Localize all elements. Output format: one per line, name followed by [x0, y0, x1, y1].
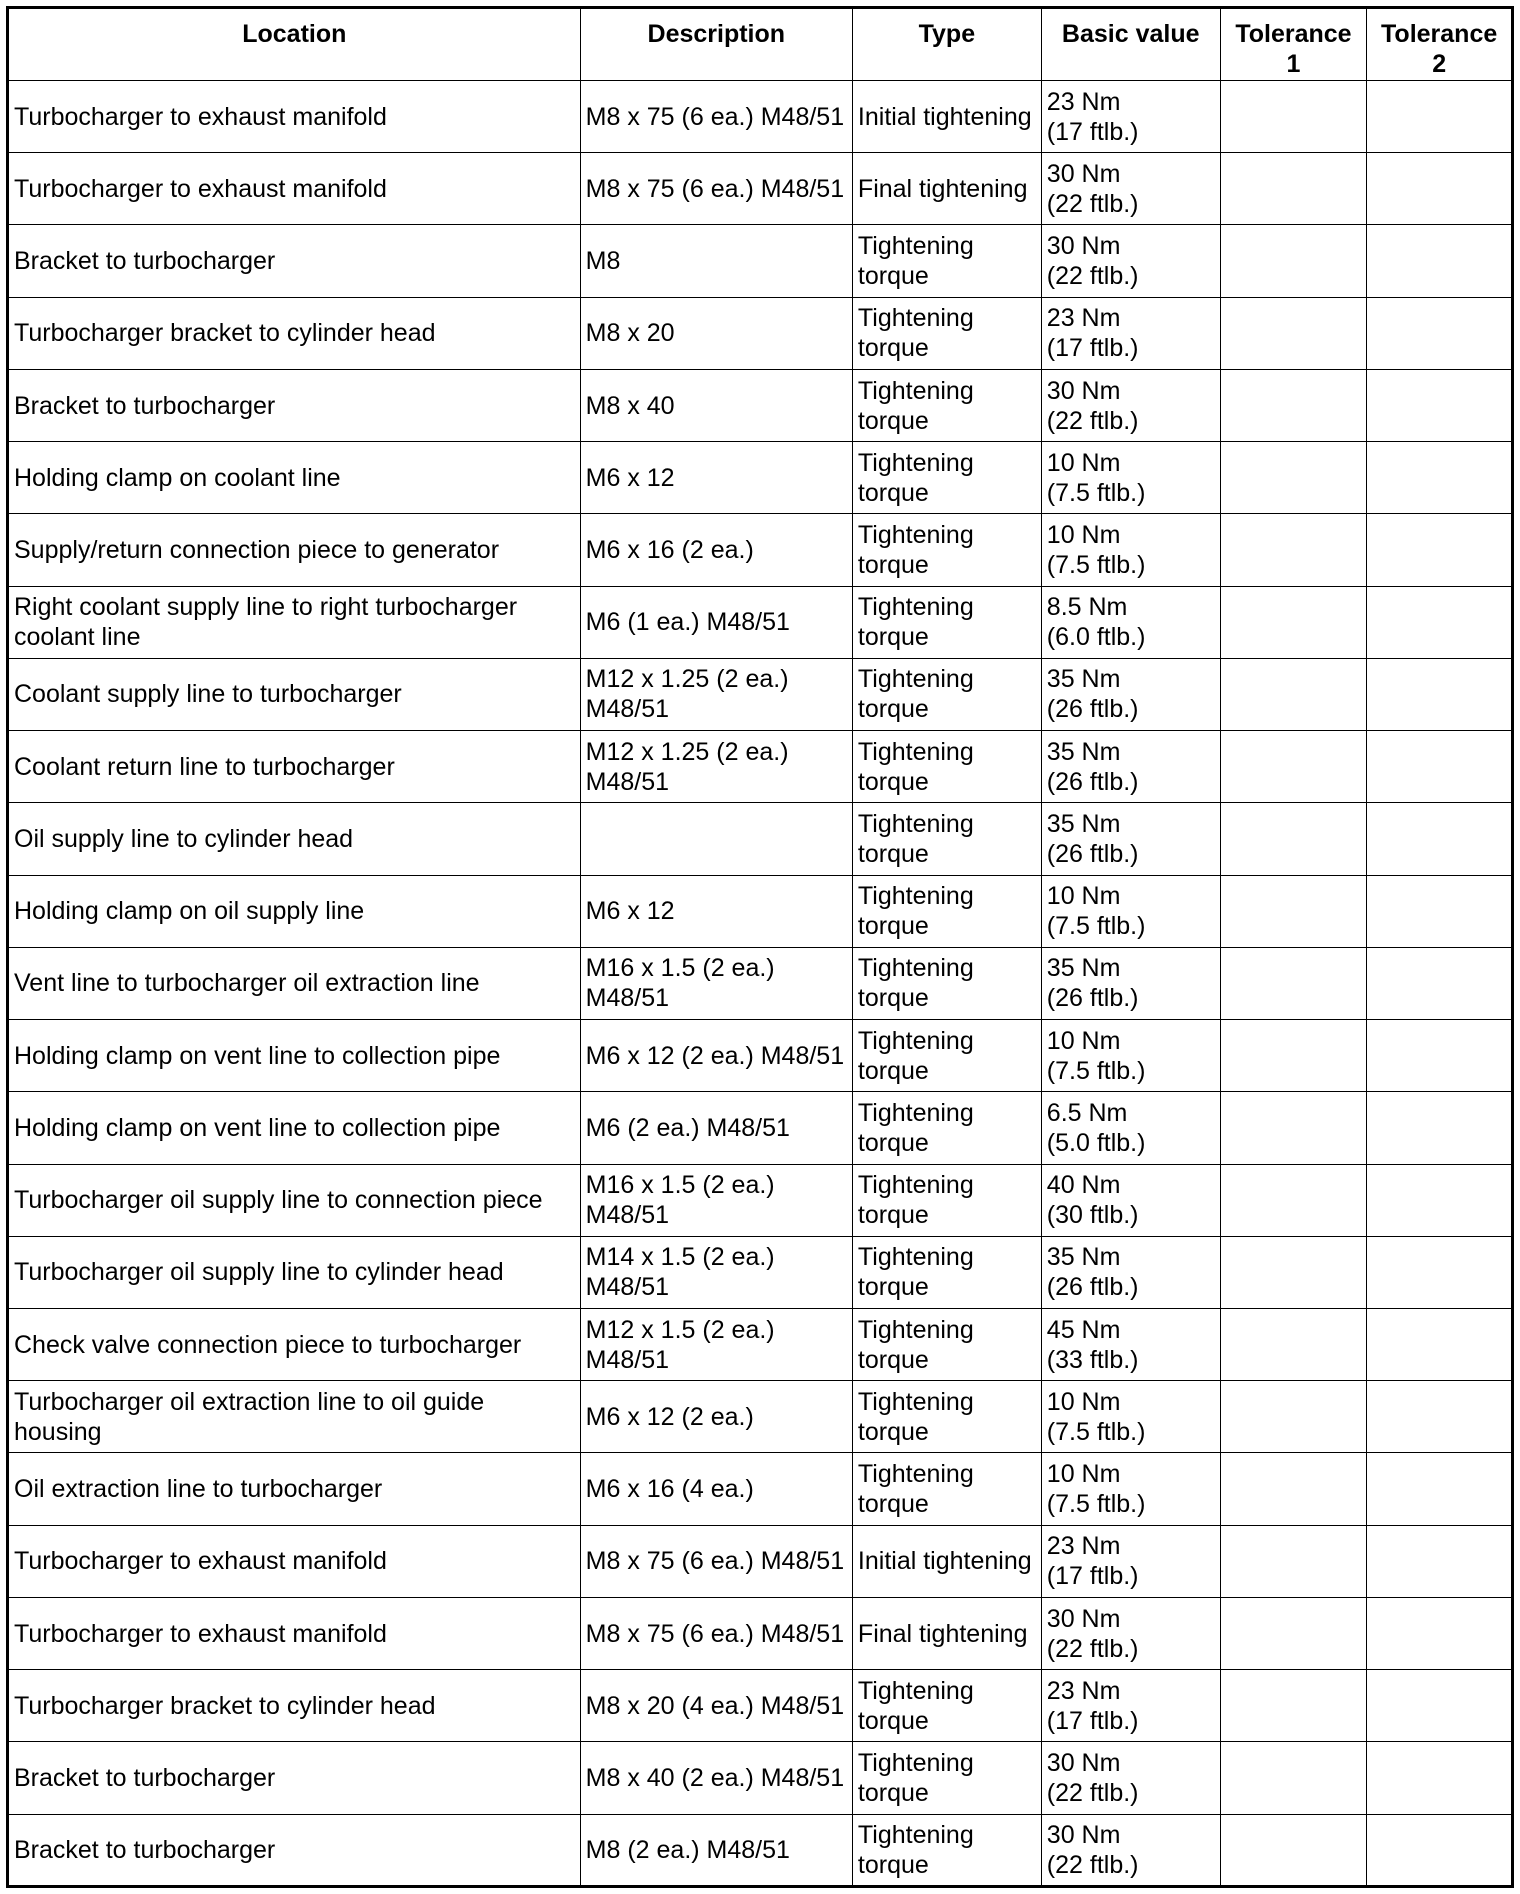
description-cell: M6 x 16 (2 ea.) — [580, 514, 852, 586]
tolerance-2-cell — [1367, 1236, 1513, 1308]
type-cell: Tightening torque — [852, 586, 1041, 658]
tolerance-2-cell — [1367, 297, 1513, 369]
tolerance-1-cell — [1220, 803, 1367, 875]
description-cell: M16 x 1.5 (2 ea.) M48/51 — [580, 1164, 852, 1236]
tolerance-1-cell — [1220, 947, 1367, 1019]
tolerance-1-cell — [1220, 153, 1367, 225]
table-row — [8, 1525, 1513, 1597]
description-cell: M12 x 1.25 (2 ea.) M48/51 — [580, 731, 852, 803]
tolerance-1-cell — [1220, 658, 1367, 730]
type-cell: Tightening torque — [852, 225, 1041, 297]
location-cell: Right coolant supply line to right turbocharger coolant line — [8, 586, 581, 658]
location-cell: Bracket to turbocharger — [8, 225, 581, 297]
type-cell: Tightening torque — [852, 369, 1041, 441]
description-cell: M6 (2 ea.) M48/51 — [580, 1092, 852, 1164]
table-row — [8, 369, 1513, 441]
type-cell: Tightening torque — [852, 1814, 1041, 1886]
tolerance-1-cell — [1220, 225, 1367, 297]
location-cell: Turbocharger to exhaust manifold — [8, 81, 581, 153]
location-cell: Holding clamp on vent line to collection pipe — [8, 1020, 581, 1092]
tolerance-1-cell — [1220, 1742, 1367, 1814]
tolerance-1-cell — [1220, 1308, 1367, 1380]
basic-value-cell: 35 Nm (26 ftlb.) — [1041, 1236, 1220, 1308]
type-cell: Tightening torque — [852, 1308, 1041, 1380]
tolerance-1-cell — [1220, 731, 1367, 803]
location-cell: Coolant supply line to turbocharger — [8, 658, 581, 730]
description-cell: M6 x 12 (2 ea.) M48/51 — [580, 1020, 852, 1092]
basic-value-cell: 35 Nm (26 ftlb.) — [1041, 658, 1220, 730]
table-row — [8, 1597, 1513, 1669]
location-cell: Oil extraction line to turbocharger — [8, 1453, 581, 1525]
basic-value-cell: 10 Nm (7.5 ftlb.) — [1041, 1020, 1220, 1092]
type-cell: Initial tightening — [852, 1525, 1041, 1597]
description-cell: M8 — [580, 225, 852, 297]
location-cell: Bracket to turbocharger — [8, 1814, 581, 1886]
tolerance-2-cell — [1367, 803, 1513, 875]
type-cell: Tightening torque — [852, 1020, 1041, 1092]
table-row — [8, 81, 1513, 153]
table-row — [8, 658, 1513, 730]
header-location: Location — [8, 8, 581, 81]
tolerance-2-cell — [1367, 1453, 1513, 1525]
tolerance-1-cell — [1220, 1020, 1367, 1092]
basic-value-cell: 30 Nm (22 ftlb.) — [1041, 1597, 1220, 1669]
table-row — [8, 1236, 1513, 1308]
table-row — [8, 1453, 1513, 1525]
description-cell: M16 x 1.5 (2 ea.) M48/51 — [580, 947, 852, 1019]
tolerance-2-cell — [1367, 1742, 1513, 1814]
table-row — [8, 1308, 1513, 1380]
type-cell: Tightening torque — [852, 1453, 1041, 1525]
type-cell: Tightening torque — [852, 1742, 1041, 1814]
basic-value-cell: 23 Nm (17 ftlb.) — [1041, 81, 1220, 153]
basic-value-cell: 35 Nm (26 ftlb.) — [1041, 947, 1220, 1019]
basic-value-cell: 30 Nm (22 ftlb.) — [1041, 153, 1220, 225]
header-description: Description — [580, 8, 852, 81]
table-row — [8, 297, 1513, 369]
tolerance-1-cell — [1220, 586, 1367, 658]
tolerance-1-cell — [1220, 81, 1367, 153]
location-cell: Coolant return line to turbocharger — [8, 731, 581, 803]
basic-value-cell: 10 Nm (7.5 ftlb.) — [1041, 514, 1220, 586]
description-cell: M8 x 75 (6 ea.) M48/51 — [580, 153, 852, 225]
tolerance-2-cell — [1367, 1020, 1513, 1092]
table-body — [8, 81, 1513, 1887]
description-cell: M8 x 20 — [580, 297, 852, 369]
tolerance-1-cell — [1220, 875, 1367, 947]
description-cell: M14 x 1.5 (2 ea.) M48/51 — [580, 1236, 852, 1308]
location-cell: Turbocharger bracket to cylinder head — [8, 1670, 581, 1742]
basic-value-cell: 23 Nm (17 ftlb.) — [1041, 1670, 1220, 1742]
header-tolerance-1: Tolerance 1 — [1220, 8, 1367, 81]
location-cell: Turbocharger to exhaust manifold — [8, 1597, 581, 1669]
basic-value-cell: 23 Nm (17 ftlb.) — [1041, 1525, 1220, 1597]
tolerance-1-cell — [1220, 1236, 1367, 1308]
type-cell: Tightening torque — [852, 1092, 1041, 1164]
location-cell: Holding clamp on oil supply line — [8, 875, 581, 947]
description-cell: M6 (1 ea.) M48/51 — [580, 586, 852, 658]
header-basic-value: Basic value — [1041, 8, 1220, 81]
torque-spec-table — [6, 6, 1514, 1888]
type-cell: Tightening torque — [852, 947, 1041, 1019]
location-cell: Vent line to turbocharger oil extraction line — [8, 947, 581, 1019]
table-row — [8, 1164, 1513, 1236]
type-cell: Tightening torque — [852, 1381, 1041, 1453]
type-cell: Initial tightening — [852, 81, 1041, 153]
tolerance-1-cell — [1220, 1597, 1367, 1669]
description-cell — [580, 803, 852, 875]
location-cell: Turbocharger oil supply line to cylinder head — [8, 1236, 581, 1308]
header-type: Type — [852, 8, 1041, 81]
tolerance-2-cell — [1367, 1597, 1513, 1669]
description-cell: M12 x 1.5 (2 ea.) M48/51 — [580, 1308, 852, 1380]
tolerance-1-cell — [1220, 442, 1367, 514]
table-row — [8, 947, 1513, 1019]
type-cell: Tightening torque — [852, 875, 1041, 947]
tolerance-2-cell — [1367, 875, 1513, 947]
table-row — [8, 803, 1513, 875]
table-row — [8, 225, 1513, 297]
table-row — [8, 875, 1513, 947]
location-cell: Turbocharger bracket to cylinder head — [8, 297, 581, 369]
basic-value-cell: 40 Nm (30 ftlb.) — [1041, 1164, 1220, 1236]
location-cell: Holding clamp on vent line to collection pipe — [8, 1092, 581, 1164]
type-cell: Tightening torque — [852, 803, 1041, 875]
description-cell: M8 x 75 (6 ea.) M48/51 — [580, 1525, 852, 1597]
basic-value-cell: 10 Nm (7.5 ftlb.) — [1041, 442, 1220, 514]
description-cell: M8 x 20 (4 ea.) M48/51 — [580, 1670, 852, 1742]
table-row — [8, 1814, 1513, 1886]
type-cell: Final tightening — [852, 1597, 1041, 1669]
tolerance-2-cell — [1367, 1670, 1513, 1742]
table-row — [8, 731, 1513, 803]
location-cell: Bracket to turbocharger — [8, 1742, 581, 1814]
tolerance-2-cell — [1367, 369, 1513, 441]
tolerance-2-cell — [1367, 225, 1513, 297]
tolerance-2-cell — [1367, 1164, 1513, 1236]
tolerance-2-cell — [1367, 1381, 1513, 1453]
tolerance-2-cell — [1367, 514, 1513, 586]
tolerance-1-cell — [1220, 369, 1367, 441]
header-row — [8, 8, 1513, 81]
header-tolerance-2: Tolerance 2 — [1367, 8, 1513, 81]
description-cell: M8 x 75 (6 ea.) M48/51 — [580, 81, 852, 153]
tolerance-1-cell — [1220, 297, 1367, 369]
type-cell: Tightening torque — [852, 1164, 1041, 1236]
description-cell: M12 x 1.25 (2 ea.) M48/51 — [580, 658, 852, 730]
tolerance-2-cell — [1367, 586, 1513, 658]
description-cell: M8 x 75 (6 ea.) M48/51 — [580, 1597, 852, 1669]
tolerance-2-cell — [1367, 1814, 1513, 1886]
type-cell: Tightening torque — [852, 1236, 1041, 1308]
tolerance-2-cell — [1367, 81, 1513, 153]
tolerance-1-cell — [1220, 1164, 1367, 1236]
type-cell: Tightening torque — [852, 297, 1041, 369]
basic-value-cell: 35 Nm (26 ftlb.) — [1041, 731, 1220, 803]
tolerance-2-cell — [1367, 658, 1513, 730]
type-cell: Tightening torque — [852, 1670, 1041, 1742]
type-cell: Tightening torque — [852, 442, 1041, 514]
tolerance-1-cell — [1220, 514, 1367, 586]
location-cell: Turbocharger oil supply line to connection piece — [8, 1164, 581, 1236]
basic-value-cell: 6.5 Nm (5.0 ftlb.) — [1041, 1092, 1220, 1164]
basic-value-cell: 23 Nm (17 ftlb.) — [1041, 297, 1220, 369]
type-cell: Final tightening — [852, 153, 1041, 225]
description-cell: M6 x 12 — [580, 442, 852, 514]
tolerance-2-cell — [1367, 442, 1513, 514]
tolerance-1-cell — [1220, 1381, 1367, 1453]
basic-value-cell: 30 Nm (22 ftlb.) — [1041, 1742, 1220, 1814]
description-cell: M8 x 40 — [580, 369, 852, 441]
description-cell: M6 x 16 (4 ea.) — [580, 1453, 852, 1525]
table-row — [8, 1742, 1513, 1814]
basic-value-cell: 10 Nm (7.5 ftlb.) — [1041, 1381, 1220, 1453]
tolerance-1-cell — [1220, 1525, 1367, 1597]
tolerance-2-cell — [1367, 1092, 1513, 1164]
tolerance-1-cell — [1220, 1814, 1367, 1886]
description-cell: M8 x 40 (2 ea.) M48/51 — [580, 1742, 852, 1814]
table-row — [8, 1381, 1513, 1453]
description-cell: M8 (2 ea.) M48/51 — [580, 1814, 852, 1886]
tolerance-2-cell — [1367, 947, 1513, 1019]
basic-value-cell: 10 Nm (7.5 ftlb.) — [1041, 1453, 1220, 1525]
basic-value-cell: 8.5 Nm (6.0 ftlb.) — [1041, 586, 1220, 658]
location-cell: Supply/return connection piece to generator — [8, 514, 581, 586]
location-cell: Turbocharger to exhaust manifold — [8, 153, 581, 225]
table-row — [8, 153, 1513, 225]
tolerance-1-cell — [1220, 1453, 1367, 1525]
location-cell: Oil supply line to cylinder head — [8, 803, 581, 875]
basic-value-cell: 30 Nm (22 ftlb.) — [1041, 369, 1220, 441]
location-cell: Turbocharger oil extraction line to oil guide housing — [8, 1381, 581, 1453]
location-cell: Check valve connection piece to turbocharger — [8, 1308, 581, 1380]
basic-value-cell: 35 Nm (26 ftlb.) — [1041, 803, 1220, 875]
type-cell: Tightening torque — [852, 514, 1041, 586]
tolerance-1-cell — [1220, 1092, 1367, 1164]
tolerance-1-cell — [1220, 1670, 1367, 1742]
table-row — [8, 514, 1513, 586]
tolerance-2-cell — [1367, 1525, 1513, 1597]
table-row — [8, 1020, 1513, 1092]
type-cell: Tightening torque — [852, 731, 1041, 803]
description-cell: M6 x 12 — [580, 875, 852, 947]
description-cell: M6 x 12 (2 ea.) — [580, 1381, 852, 1453]
table-row — [8, 1670, 1513, 1742]
tolerance-2-cell — [1367, 1308, 1513, 1380]
tolerance-2-cell — [1367, 731, 1513, 803]
type-cell: Tightening torque — [852, 658, 1041, 730]
basic-value-cell: 45 Nm (33 ftlb.) — [1041, 1308, 1220, 1380]
location-cell: Turbocharger to exhaust manifold — [8, 1525, 581, 1597]
tolerance-2-cell — [1367, 153, 1513, 225]
table-row — [8, 1092, 1513, 1164]
table-row — [8, 442, 1513, 514]
basic-value-cell: 10 Nm (7.5 ftlb.) — [1041, 875, 1220, 947]
location-cell: Bracket to turbocharger — [8, 369, 581, 441]
location-cell: Holding clamp on coolant line — [8, 442, 581, 514]
basic-value-cell: 30 Nm (22 ftlb.) — [1041, 225, 1220, 297]
basic-value-cell: 30 Nm (22 ftlb.) — [1041, 1814, 1220, 1886]
table-row — [8, 586, 1513, 658]
